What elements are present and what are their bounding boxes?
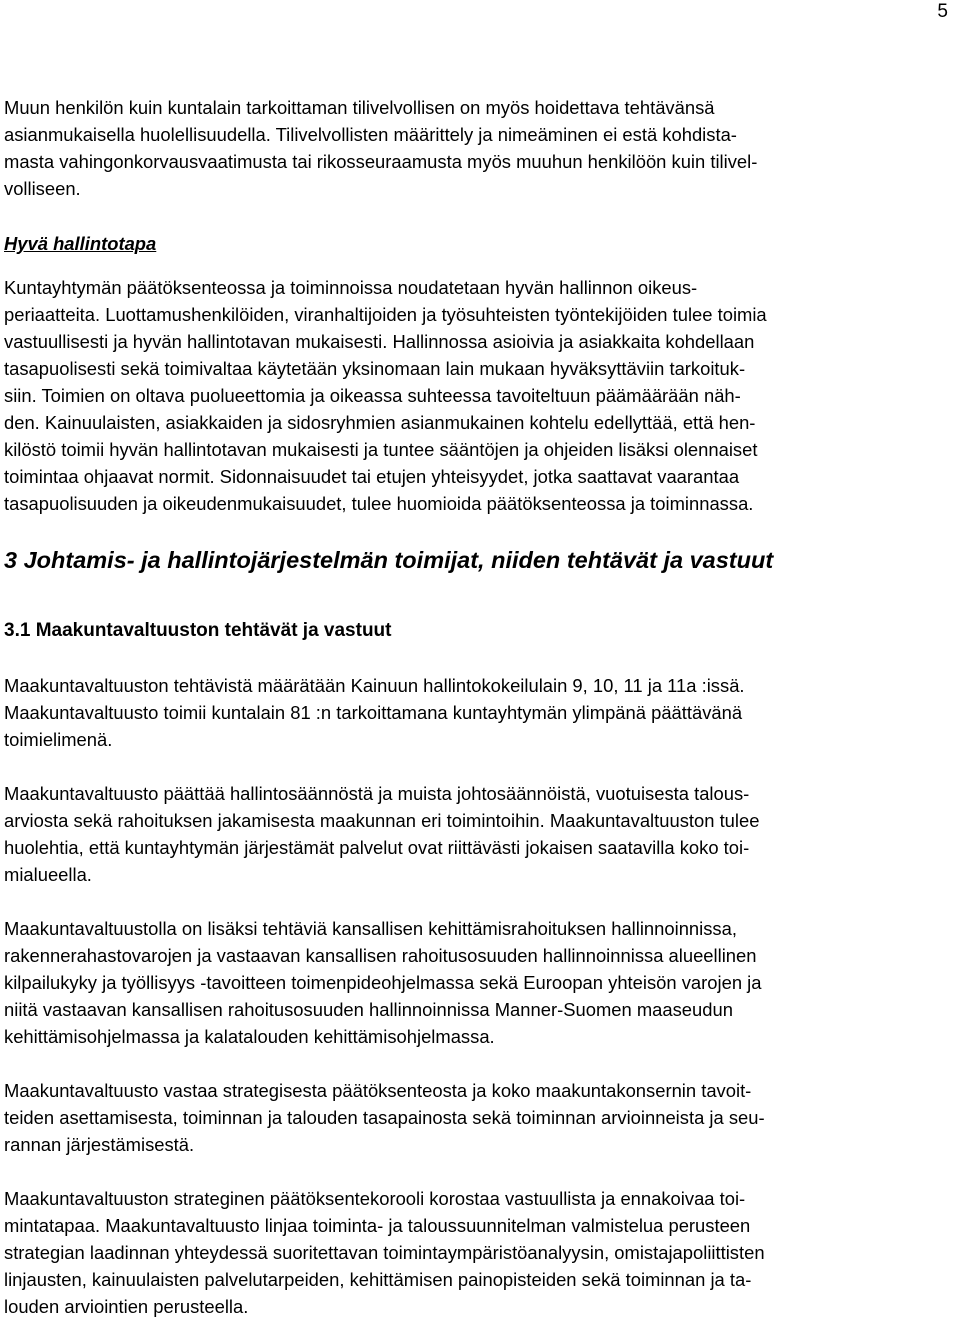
paragraph bbox=[4, 672, 956, 753]
text-line: huolehtia, että kuntayhtymän järjestämät palvelut ovat riittävästi jokaisen saatavilla koko toi- bbox=[4, 837, 750, 858]
text-line: Maakuntavaltuuston strateginen päätöksentekorooli korostaa vastuullista ja ennakoivaa toi- bbox=[4, 1188, 746, 1209]
text-line: volliseen. bbox=[4, 178, 81, 199]
text-line: teiden asettamisesta, toiminnan ja talouden tasapainosta sekä toiminnan arvioinneista ja seu- bbox=[4, 1107, 765, 1128]
text-line: rannan järjestämisestä. bbox=[4, 1134, 195, 1155]
text-line: periaatteita. Luottamushenkilöiden, viranhaltijoiden ja työsuhteisten työntekijöiden tulee toimia bbox=[4, 304, 767, 325]
text-line: tasapuolisuuden ja oikeudenmukaisuudet, tulee huomioida päätöksenteossa ja toiminnassa. bbox=[4, 493, 754, 514]
text-line: kilpailukyky ja työllisyys -tavoitteen toimenpideohjelmassa sekä Euroopan yhteisön varojen ja bbox=[4, 972, 762, 993]
text-line: niitä vastaavan kansallisen rahoitusosuuden hallinnoinnissa Manner-Suomen maaseudun bbox=[4, 999, 733, 1020]
document-body bbox=[4, 94, 956, 1320]
text-line: kilöstö toimii hyvän hallintotavan mukaisesti ja tuntee sääntöjen ja ohjeiden lisäksi olennaiset bbox=[4, 439, 758, 460]
text-line: asianmukaisella huolellisuudella. Tilivelvollisten määrittely ja nimeäminen ei estä kohdista- bbox=[4, 124, 737, 145]
text-line: Maakuntavaltuusto vastaa strategisesta päätöksenteosta ja koko maakuntakonsernin tavoit- bbox=[4, 1080, 752, 1101]
text-line: Maakuntavaltuusto toimii kuntalain 81 :n tarkoittamana kuntayhtymän ylimpänä päättävänä bbox=[4, 702, 743, 723]
page-number: 5 bbox=[937, 1, 948, 22]
paragraph bbox=[4, 780, 956, 888]
section-heading-good-governance: Hyvä hallintotapa bbox=[4, 233, 157, 254]
text-line: kehittämisohjelmassa ja kalatalouden kehittämisohjelmassa. bbox=[4, 1026, 495, 1047]
text-line: tasapuolisesti sekä toimivaltaa käytetään yksinomaan lain mukaan hyväksyttäviin tarkoituk- bbox=[4, 358, 746, 379]
text-line: toimintaa ohjaavat normit. Sidonnaisuudet tai etujen yhteisyydet, jotka saattavat vaarantaa bbox=[4, 466, 740, 487]
text-line: mialueella. bbox=[4, 864, 92, 885]
text-line: siin. Toimien on oltava puolueettomia ja oikeassa suhteessa tavoiteltuun päämäärään näh- bbox=[4, 385, 741, 406]
section-heading-3-1: 3.1 Maakuntavaltuuston tehtävät ja vastuut bbox=[4, 620, 392, 641]
text-line: Maakuntavaltuustolla on lisäksi tehtäviä kansallisen kehittämisrahoituksen hallinnoinnissa, bbox=[4, 918, 737, 939]
text-line: linjausten, kainuulaisten palvelutarpeiden, kehittämisen painopisteiden sekä toiminnan ja ta- bbox=[4, 1269, 752, 1290]
text-line: masta vahingonkorvausvaatimusta tai rikosseuraamusta myös muuhun henkilöön kuin tilivel- bbox=[4, 151, 758, 172]
intro-paragraph bbox=[4, 94, 956, 202]
text-line: arviosta sekä rahoituksen jakamisesta maakunnan eri toimintoihin. Maakuntavaltuuston tulee bbox=[4, 810, 760, 831]
text-line: mintatapaa. Maakuntavaltuusto linjaa toiminta- ja taloussuunnitelman valmistelua perusteen bbox=[4, 1215, 751, 1236]
text-line: den. Kainuulaisten, asiakkaiden ja sidosryhmien asianmukainen kohtelu edellyttää, että hen- bbox=[4, 412, 756, 433]
text-line: Kuntayhtymän päätöksenteossa ja toiminnoissa noudatetaan hyvän hallinnon oikeus- bbox=[4, 277, 698, 298]
text-line: strategian laadinnan yhteydessä suoritettavan toimintaympäristöanalyysin, omistajapoliittisten bbox=[4, 1242, 765, 1263]
paragraph bbox=[4, 1077, 956, 1158]
chapter-heading: 3 Johtamis- ja hallintojärjestelmän toimijat, niiden tehtävät ja vastuut bbox=[4, 547, 774, 573]
text-line: rakennerahastovarojen ja vastaavan kansallisen rahoitusosuuden hallinnoinnissa alueellinen bbox=[4, 945, 757, 966]
text-line: vastuullisesti ja hyvän hallintotavan mukaisesti. Hallinnossa asioivia ja asiakkaita kohdellaan bbox=[4, 331, 755, 352]
text-line: Maakuntavaltuuston tehtävistä määrätään Kainuun hallintokokeilulain 9, 10, 11 ja 11a :issä. bbox=[4, 675, 745, 696]
text-line: Muun henkilön kuin kuntalain tarkoittaman tilivelvollisen on myös hoidettava tehtävänsä bbox=[4, 97, 715, 118]
paragraph bbox=[4, 1185, 956, 1320]
text-line: louden arviointien perusteella. bbox=[4, 1296, 249, 1317]
text-line: toimielimenä. bbox=[4, 729, 113, 750]
text-line: Maakuntavaltuusto päättää hallintosäännöstä ja muista johtosäännöistä, vuotuisesta talous- bbox=[4, 783, 750, 804]
paragraph bbox=[4, 915, 956, 1050]
good-governance-paragraph bbox=[4, 274, 956, 517]
